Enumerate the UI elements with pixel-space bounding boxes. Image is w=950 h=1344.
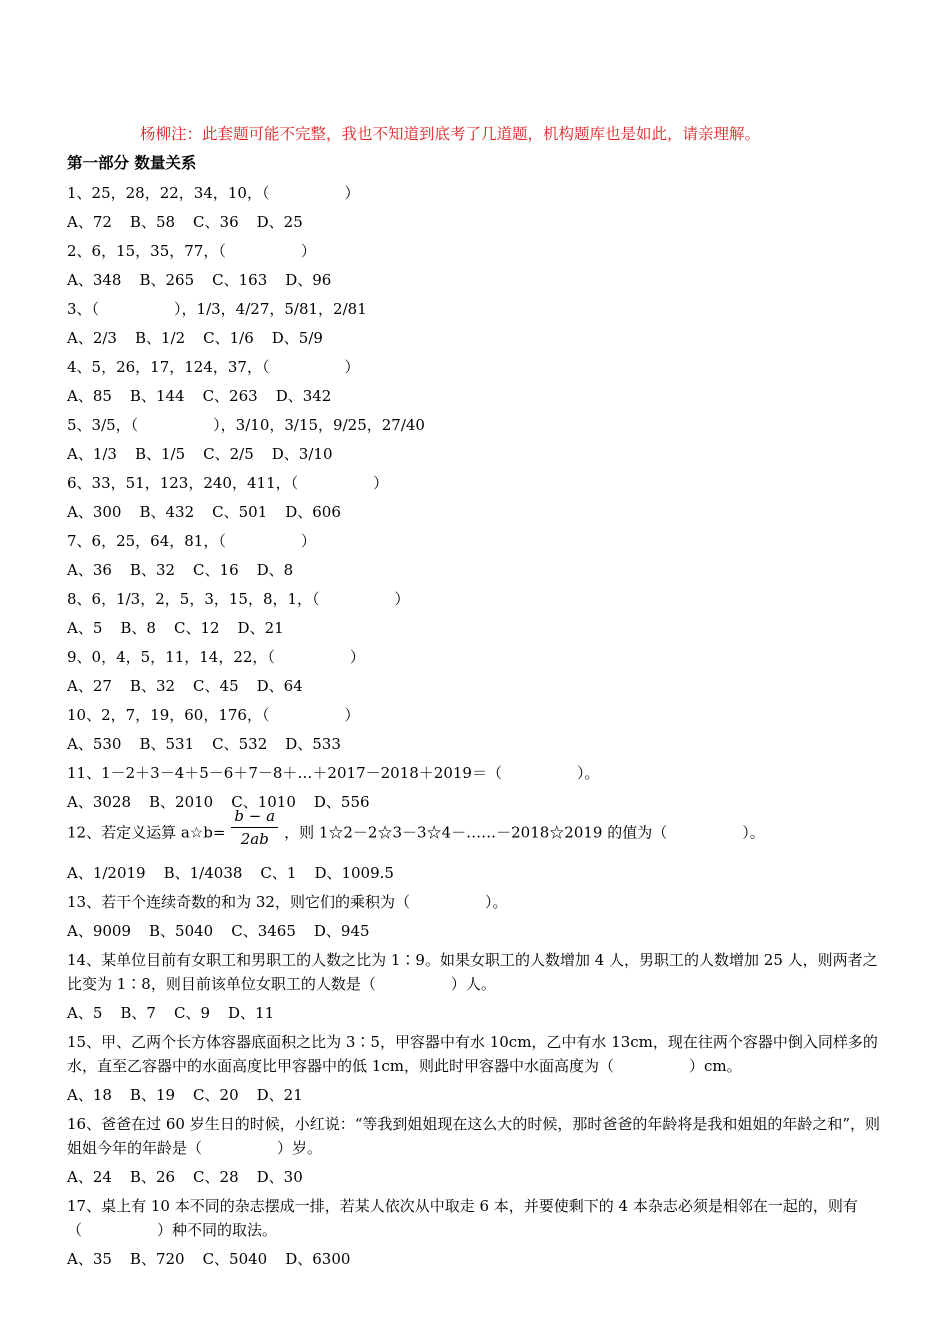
- answer-option: D、5/9: [271, 329, 323, 347]
- answer-option: B、32: [129, 677, 176, 695]
- answer-option: B、19: [129, 1086, 176, 1104]
- answer-options: [67, 674, 885, 703]
- answer-option: A、9009: [67, 922, 132, 940]
- answer-option: C、501: [212, 503, 268, 521]
- answer-option: D、25: [256, 213, 303, 231]
- answer-option: D、30: [256, 1168, 303, 1186]
- answer-option: A、36: [67, 561, 112, 579]
- question-item: [67, 948, 885, 1030]
- answer-option: A、1/2019: [67, 864, 146, 882]
- answer-option: C、163: [212, 271, 268, 289]
- fraction-denominator: 2ab: [240, 830, 269, 848]
- question-text: 2、6，15，35，77，（ ）: [67, 242, 316, 260]
- answer-option: C、9: [173, 1004, 210, 1022]
- answer-option: D、96: [285, 271, 332, 289]
- answer-options: [67, 384, 885, 413]
- answer-options: [67, 442, 885, 471]
- answer-option: B、26: [129, 1168, 176, 1186]
- answer-option: B、7: [120, 1004, 156, 1022]
- answer-option: C、1: [260, 864, 297, 882]
- question-text: 15、甲、乙两个长方体容器底面积之比为 3∶5，甲容器中有水 10cm，乙中有水 13cm，现在往两个容器中倒入同样多的水，直至乙容器中的水面高度比甲容器中的低 1cm，则此时甲容器中水面高度为（ ）cm。: [67, 1033, 878, 1075]
- question-text: 11、1－2＋3－4＋5－6＋7－8＋…＋2017－2018＋2019＝（ ）。: [67, 764, 600, 782]
- question-text-after: ，则 1☆2－2☆3－3☆4－……－2018☆2019 的值为（ ）。: [284, 823, 765, 842]
- question-item: [67, 239, 885, 297]
- answer-options: [67, 1001, 885, 1030]
- question-list: [67, 181, 885, 1276]
- answer-option: B、144: [129, 387, 185, 405]
- answer-option: B、265: [139, 271, 195, 289]
- answer-option: C、3465: [231, 922, 296, 940]
- answer-option: A、1/3: [67, 445, 117, 463]
- answer-option: B、531: [139, 735, 195, 753]
- answer-option: D、342: [275, 387, 332, 405]
- question-item: [67, 413, 885, 471]
- section-title: 第一部分 数量关系: [67, 153, 197, 172]
- answer-option: B、8: [120, 619, 156, 637]
- question-text: 10、2，7，19，60，176，（ ）: [67, 706, 360, 724]
- editor-note: 杨柳注：此套题可能不完整，我也不知道到底考了几道题，机构题库也是如此，请亲理解。: [140, 125, 761, 143]
- question-text: 14、某单位目前有女职工和男职工的人数之比为 1∶9。如果女职工的人数增加 4 人，男职工的人数增加 25 人，则两者之比变为 1∶8，则目前该单位女职工的人数是（ ）人。: [67, 951, 878, 993]
- question-text: 16、爸爸在过 60 岁生日的时候，小红说：“等我到姐姐现在这么大的时候，那时爸爸的年龄将是我和姐姐的年龄之和”，则姐姐今年的年龄是（ ）岁。: [67, 1115, 881, 1157]
- answer-option: C、36: [193, 213, 239, 231]
- answer-options: [67, 861, 885, 890]
- question-text-before: 12、若定义运算 a☆b=: [67, 823, 226, 842]
- question-text: 1、25，28，22，34，10，（ ）: [67, 184, 360, 202]
- question-text: 13、若干个连续奇数的和为 32，则它们的乘积为（ ）。: [67, 893, 508, 911]
- question-item: [67, 355, 885, 413]
- answer-option: D、21: [237, 619, 284, 637]
- question-text: 17、桌上有 10 本不同的杂志摆成一排，若某人依次从中取走 6 本，并要使剩下的 4 本杂志必须是相邻在一起的，则有（ ）种不同的取法。: [67, 1197, 858, 1239]
- answer-option: B、2010: [149, 793, 214, 811]
- answer-option: D、1009.5: [314, 864, 394, 882]
- answer-options: [67, 210, 885, 239]
- answer-option: A、27: [67, 677, 112, 695]
- answer-option: C、263: [202, 387, 258, 405]
- question-text: 4、5，26，17，124，37，（ ）: [67, 358, 360, 376]
- answer-option: A、300: [67, 503, 122, 521]
- question-item: [67, 1194, 885, 1276]
- question-item: [67, 703, 885, 761]
- answer-option: A、18: [67, 1086, 112, 1104]
- answer-option: C、16: [193, 561, 239, 579]
- answer-options: [67, 500, 885, 529]
- question-item: [67, 181, 885, 239]
- answer-option: A、5: [67, 1004, 103, 1022]
- answer-option: B、32: [129, 561, 176, 579]
- answer-options: [67, 616, 885, 645]
- question-item: [67, 645, 885, 703]
- question-text: 5、3/5，（ ），3/10，3/15，9/25，27/40: [67, 416, 425, 434]
- answer-option: D、606: [285, 503, 341, 521]
- answer-option: B、1/5: [134, 445, 186, 463]
- answer-option: D、6300: [285, 1250, 351, 1268]
- answer-option: C、28: [193, 1168, 239, 1186]
- question-text: 8、6，1/3，2，5，3，15，8，1，（ ）: [67, 590, 410, 608]
- answer-option: C、20: [193, 1086, 239, 1104]
- answer-option: A、348: [67, 271, 122, 289]
- question-text: 9、0，4，5，11，14，22，（ ）: [67, 648, 365, 666]
- document-body: [67, 152, 885, 1276]
- answer-option: B、1/4038: [163, 864, 243, 882]
- answer-options: [67, 732, 885, 761]
- answer-option: A、24: [67, 1168, 112, 1186]
- question-text: 7、6，25，64，81，（ ）: [67, 532, 316, 550]
- answer-options: [67, 268, 885, 297]
- answer-option: C、12: [173, 619, 220, 637]
- answer-options: [67, 1165, 885, 1194]
- answer-option: D、533: [285, 735, 341, 753]
- answer-option: A、3028: [67, 793, 132, 811]
- answer-options: [67, 1247, 885, 1276]
- question-item: [67, 297, 885, 355]
- answer-options: [67, 558, 885, 587]
- question-item: [67, 1030, 885, 1112]
- answer-option: C、1010: [231, 793, 296, 811]
- answer-option: A、5: [67, 619, 103, 637]
- question-item: [67, 807, 885, 890]
- answer-option: A、85: [67, 387, 112, 405]
- question-text: 6、33，51，123，240，411，（ ）: [67, 474, 389, 492]
- fraction-numerator: b − a: [231, 805, 278, 828]
- answer-option: C、5040: [202, 1250, 268, 1268]
- answer-option: B、58: [129, 213, 176, 231]
- answer-option: A、35: [67, 1250, 112, 1268]
- answer-options: [67, 1083, 885, 1112]
- answer-option: A、530: [67, 735, 122, 753]
- question-item: [67, 471, 885, 529]
- question-item: [67, 529, 885, 587]
- question-item: [67, 587, 885, 645]
- answer-option: D、945: [313, 922, 370, 940]
- question-text: 3、（ ），1/3，4/27，5/81，2/81: [67, 300, 367, 318]
- answer-option: C、1/6: [203, 329, 254, 347]
- answer-option: A、2/3: [67, 329, 117, 347]
- answer-option: B、1/2: [134, 329, 186, 347]
- answer-options: [67, 326, 885, 355]
- question-text: [67, 807, 885, 856]
- answer-option: D、8: [256, 561, 294, 579]
- answer-option: D、3/10: [271, 445, 333, 463]
- answer-option: D、64: [256, 677, 303, 695]
- answer-option: D、556: [313, 793, 370, 811]
- answer-option: D、21: [256, 1086, 303, 1104]
- answer-option: B、720: [129, 1250, 185, 1268]
- answer-option: B、5040: [149, 922, 214, 940]
- answer-option: C、532: [212, 735, 268, 753]
- question-item: [67, 1112, 885, 1194]
- answer-option: D、11: [228, 1004, 275, 1022]
- answer-option: C、2/5: [203, 445, 254, 463]
- fraction: [231, 805, 278, 850]
- answer-option: C、45: [193, 677, 239, 695]
- answer-options: [67, 919, 885, 948]
- answer-option: B、432: [139, 503, 195, 521]
- question-item: [67, 890, 885, 948]
- answer-option: A、72: [67, 213, 112, 231]
